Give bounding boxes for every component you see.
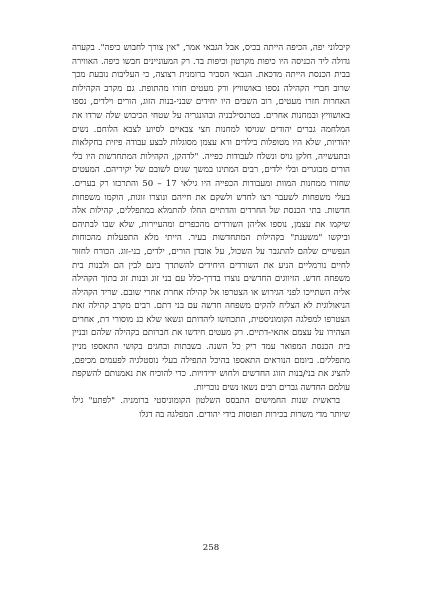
body-text [72,42,350,528]
paragraph-2: בראשית שנות החמישים התבסס השלטון הקומוניסטי ברומניה. "לפתע" גילו שיותר מדי משרות בכירות תפוסות בידי יהודים. המפלגה בה דגלו [72,396,350,421]
page-number: 258 [202,543,220,553]
paragraph-1: קיבלוני יפה, הכיפה הייתה בכיס, אבל הגבאי אמר, "אין צורך לחבוש כיפה". בקערה גדולה ליד הכניסה היו כיפות מקרטון וכיפות בד. רק המעוניינים חבשו כיפה. האווירה בבית הכנסת הייתה מדכאת. הגבאי הסביר ברומנית רצוצה, כי העליבות נובעת מכך שרוב חברי הקהילה נספו באושוויץ ורק מעטים חזרו מהתופת. גם מקרב הקהילות האחרות חזרו מעטים, רוב השבים היו יחידים שבני-בנות הזוג, הורים וילדים, נספו באושוויץ ובמחנות אחרים. בטרנסילבניה ובהונגריה על שטחי הכיבוש שלה שרדו את המלחמה גברים יהודים שגויסו למחנות חצי צבאיים לסיוע לצבא הלוחם. נשים יהודיות, שלא היו מטופלות בילדים ורא עצמן מסוגלות לבצע עבודה פיזית בחקלאות ובתעשייה, חלקן גויס ונשלח לעבודות כפייה. "לדהקן, הקהילות המתחדשות היו בלי הורים מבוגרים ובלי ילדים, רבים המתינו במשך שנים לשובם של יקיריהם. המעטים שחזרו ממחנות המוות ומעבודות הכפייה היו גילאי 17 – 50 והתרכזו רק בערים. בעלי משפחות לשעבר רצו לחדש ולשקם את חייהם ונוצרו זוגות, הוקמו משפחות חדשות. בתי הכנסת של החרדים והדתיים החלו להתמלא במתפללים, קהילות אלה שיקמו את עצמן, נוספו אליהן השורדים מהכפרים ומהעיירות, שלא שבו לבתיהם וביקשו "משענת" בקהילות המתחדשות בעיר. הייתי מלא התפעלות מהכוחות הנפשיים שלהם להתגבר על השכול, על אובדן הורים, ילדים, בני-זוג. הכורח לחזור לחיים נורמליים הניע את השורדים היחידים להשתדך בינם לבין הם ולבנות בית משפחה חדש. הזיווגים החדשים נוצרו בדרך-כלל עם בני זוג ובנות זוג בתוך הקהילה אליה השתייכו לפני הגירוש או הצטרפו אל קהילה אחרת אחרי שובם. שריד הקהילה הניאולוגית לא הצליח להקים משפחה חדשה עם בני דתם. רבים מקרב קהילה זאת הצטרפו למפלגה הקומוניסטית, התכחשו ליהדותם ונשאו שלא כנ מוסורי דת, אחרים הצהירו על עצמם אתאי-דתיים. רק מעטים חידשו את חברותם בקהילה שלהם ובניין בית הכנסת המפואר עמד ריק כל השנה. בשבתות ובחגים בקושי התאספו מניין מתפללים. ביומם הנוראים התאספו בהיכל התפילה בעלי נוסטלגיה לפעמים מכיפם, להציג את בני/בנות הזוג החדשים ולחוש ידידויות. כדי להוכיח את נאמנותם להשקפת עולמם החדשה גברים רבים נשאו נשים נוכריות. [72,43,350,393]
